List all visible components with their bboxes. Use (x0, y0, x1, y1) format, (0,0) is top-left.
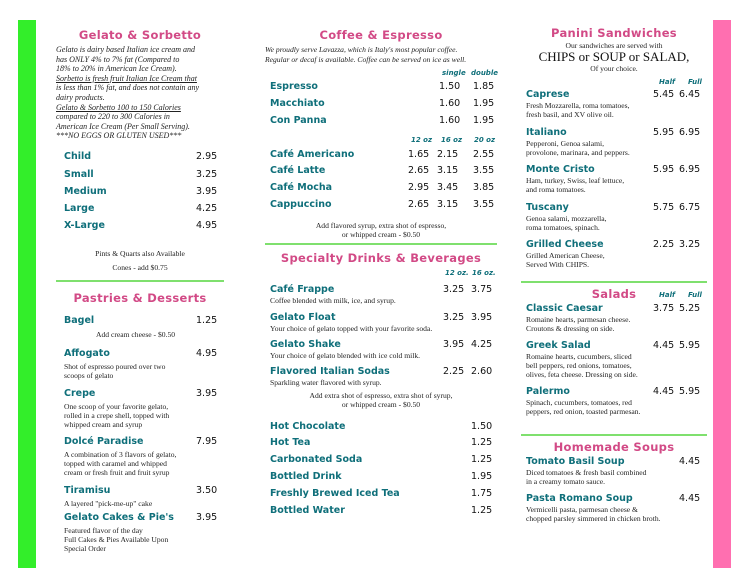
panini-name: Tuscany (526, 202, 569, 213)
pastry-name: Dolcé Paradise (64, 435, 144, 447)
beverage-name: Hot Chocolate (270, 421, 346, 433)
drink-desc: Your choice of gelato blended with ice cold milk. (270, 351, 421, 361)
desc-line: in a creamy tomato sauce. (526, 477, 606, 486)
salad-price-half: 4.45 (653, 386, 675, 397)
desc-line: Served With CHIPS. (526, 260, 590, 269)
pastry-name: Affogato (64, 347, 110, 359)
desc-line: Add cream cheese - $0.50 (96, 329, 176, 339)
panini-desc (526, 251, 656, 269)
panini-desc (526, 214, 656, 232)
gelato-note-cones: Cones - add $0.75 (112, 262, 168, 272)
desc-line: Romaine hearts, parmesan cheese. (526, 315, 631, 324)
size-name: X-Large (64, 219, 105, 231)
size-price: 2.95 (196, 150, 218, 162)
drink-price-16: 3.15 (437, 199, 459, 211)
left-green-stripe (18, 20, 36, 568)
drink-price-12: 3.25 (443, 284, 465, 296)
desc-line: A layered "pick-me-up" cake (64, 498, 153, 508)
panini-title: Panini Sandwiches (551, 26, 677, 40)
pastry-price: 3.50 (196, 484, 218, 496)
panini-price-full: 6.95 (679, 127, 701, 138)
drink-price-single: 1.50 (439, 81, 461, 93)
salad-price-full: 5.95 (679, 386, 701, 397)
desc-line: peppers, red onion, toasted parmesan. (526, 407, 641, 416)
gelato-intro-line: is less than 1% fat, and does not contain any (56, 83, 200, 93)
desc-line: Spinach, cucumbers, tomatoes, red (526, 398, 632, 407)
desc-line: rolled in a crepe shell, topped with (64, 410, 170, 420)
coffee-list (265, 136, 497, 214)
pastry-price: 4.95 (196, 347, 218, 359)
size-price: 4.25 (196, 202, 218, 214)
gelato-note-pints: Pints & Quarts also Available (95, 248, 185, 258)
salad-desc (526, 352, 666, 379)
panini-price-half: 5.75 (653, 202, 675, 213)
pastry-desc (64, 402, 204, 429)
gelato-title: Gelato & Sorbetto (78, 28, 202, 42)
drink-price-single: 1.60 (439, 98, 461, 110)
pastry-desc (64, 450, 204, 477)
drink-price-single: 1.60 (439, 115, 461, 127)
beverage-price: 1.25 (471, 454, 493, 466)
salads-title: Salads (591, 287, 637, 301)
size-16-header: 16 oz. (472, 269, 496, 278)
pastry-name: Crepe (64, 387, 96, 399)
panini-name: Grilled Cheese (526, 239, 604, 250)
size-name: Large (64, 202, 95, 214)
drink-name: Café Latte (270, 165, 326, 177)
drink-name: Macchiato (270, 98, 325, 110)
panini-desc (526, 139, 656, 157)
divider (265, 243, 497, 245)
drink-price-16: 3.95 (471, 312, 493, 324)
drink-name: Café Frappe (270, 284, 335, 296)
right-pink-stripe (713, 20, 731, 568)
desc-line: fresh basil, and XV olive oil. (526, 110, 614, 119)
panini-price-half: 5.95 (653, 127, 675, 138)
gelato-intro-line: dairy products. (56, 92, 105, 102)
drink-name: Gelato Shake (270, 339, 341, 351)
soup-name: Pasta Romano Soup (526, 493, 633, 504)
gelato-intro-line: ***NO EGGS OR GLUTEN USED*** (56, 131, 182, 141)
specialty-addon-note (265, 391, 497, 409)
pastries-list (56, 309, 224, 565)
desc-line: roma tomatoes, spinach. (526, 223, 600, 232)
panini-price-half: 5.45 (653, 89, 675, 100)
desc-line: One scoop of your favorite gelato, (64, 401, 169, 411)
salad-name: Classic Caesar (526, 303, 603, 314)
gelato-sizes (56, 151, 224, 237)
half-header: Half (659, 291, 676, 299)
pastry-desc (64, 362, 204, 380)
pastry-price: 3.95 (196, 387, 218, 399)
pastry-price: 1.25 (196, 314, 218, 326)
panini-intro-3: Of your choice. (590, 64, 638, 73)
gelato-intro-line: Sorbetto is fresh fruit Italian Ice Cream that (56, 73, 197, 83)
left-column (56, 22, 224, 565)
drink-desc: Your choice of gelato topped with your favorite soda. (270, 324, 433, 334)
panini-desc (526, 176, 656, 194)
drink-price-12: 1.65 (408, 149, 430, 161)
panini-name: Monte Cristo (526, 164, 595, 175)
drink-price-12: 2.65 (408, 165, 430, 177)
drink-price-double: 1.95 (473, 115, 495, 127)
panini-price-full: 6.95 (679, 164, 701, 175)
desc-line: Grilled American Cheese, (526, 251, 605, 260)
drink-price-12: 2.25 (443, 366, 465, 378)
drink-price-12: 2.65 (408, 199, 430, 211)
pastry-price: 7.95 (196, 435, 218, 447)
size-single-header: single (442, 69, 466, 78)
salad-price-half: 4.45 (653, 340, 675, 351)
desc-line: olives, feta cheese. Dressing on side. (526, 370, 638, 379)
size-price: 3.25 (196, 168, 218, 180)
coffee-intro-line: Regular or decaf is available. Coffee can be served on ice as well. (265, 54, 467, 64)
desc-line: A combination of 3 flavors of gelato, (64, 449, 177, 459)
divider (56, 280, 224, 282)
coffee-addon-note (265, 221, 497, 239)
beverage-name: Carbonated Soda (270, 454, 363, 466)
panini-price-half: 2.25 (653, 239, 675, 250)
beverage-name: Bottled Water (270, 505, 345, 517)
beverage-price: 1.95 (471, 471, 493, 483)
salad-name: Greek Salad (526, 340, 591, 351)
drink-name: Con Panna (270, 115, 327, 127)
divider (521, 281, 707, 283)
pastry-name: Tiramisu (64, 484, 111, 496)
drink-price-16: 3.15 (437, 165, 459, 177)
drink-desc: Sparkling water flavored with syrup. (270, 378, 382, 388)
drink-price-20: 2.55 (473, 149, 495, 161)
salad-price-half: 3.75 (653, 303, 675, 314)
half-header: Half (659, 78, 676, 86)
divider (521, 434, 707, 436)
espresso-list (265, 69, 497, 131)
salad-desc (526, 315, 666, 333)
note-line: Add extra shot of espresso, extra shot of syrup, (309, 391, 453, 401)
panini-name: Italiano (526, 127, 567, 138)
desc-line: Featured flavor of the day (64, 525, 143, 535)
panini-price-half: 5.95 (653, 164, 675, 175)
drink-price-16: 3.45 (437, 182, 459, 194)
gelato-intro-line: Gelato & Sorbetto 100 to 150 Calories (56, 102, 181, 112)
beverage-name: Freshly Brewed Iced Tea (270, 488, 400, 500)
soup-desc (526, 505, 706, 523)
beverage-price: 1.50 (471, 421, 493, 433)
beverage-name: Bottled Drink (270, 471, 342, 483)
coffee-intro (265, 45, 497, 64)
pastry-name: Gelato Cakes & Pie's (64, 511, 174, 523)
note-line: or whipped cream - $0.50 (341, 400, 421, 410)
salad-name: Palermo (526, 386, 570, 397)
desc-line: scoops of gelato (64, 370, 114, 380)
desc-line: Romaine hearts, cucumbers, sliced (526, 352, 632, 361)
drink-price-double: 1.95 (473, 98, 495, 110)
drink-price-12: 2.95 (408, 182, 430, 194)
desc-line: Genoa salami, mozzarella, (526, 214, 607, 223)
drink-price-16: 4.25 (471, 339, 493, 351)
drink-name: Espresso (270, 81, 318, 93)
desc-line: Croutons & dressing on side. (526, 324, 615, 333)
drink-price-16: 2.60 (471, 366, 493, 378)
beverage-list (265, 421, 497, 521)
pastry-desc (64, 526, 204, 553)
pastry-price: 3.95 (196, 511, 218, 523)
note-line: Add flavored syrup, extra shot of espresso, (315, 221, 447, 231)
size-name: Small (64, 168, 94, 180)
pastry-desc (64, 499, 204, 508)
drink-name: Gelato Float (270, 312, 336, 324)
desc-line: Full Cakes & Pies Available Upon (64, 534, 169, 544)
desc-line: Vermicelli pasta, parmesan cheese & (526, 505, 638, 514)
gelato-intro-line: compared to 220 to 300 Calories in (56, 112, 170, 122)
size-12-header: 12 oz (411, 136, 433, 145)
panini-list (521, 78, 707, 269)
drink-price-16: 2.15 (437, 149, 459, 161)
size-16-header: 16 oz (441, 136, 463, 145)
size-name: Medium (64, 185, 107, 197)
pastries-title: Pastries & Desserts (73, 290, 207, 305)
desc-line: Ham, turkey, Swiss, leaf lettuce, (526, 176, 625, 185)
desc-line: bell peppers, red onions, tomatoes, (526, 361, 632, 370)
full-header: Full (688, 78, 702, 86)
drink-name: Cappuccino (270, 199, 332, 211)
soup-name: Tomato Basil Soup (526, 456, 625, 467)
specialty-title: Specialty Drinks & Beverages (280, 251, 482, 266)
drink-price-double: 1.85 (473, 81, 495, 93)
size-12-header: 12 oz. (445, 269, 469, 278)
drink-price-20: 3.85 (473, 182, 495, 194)
desc-line: and roma tomatoes. (526, 185, 586, 194)
gelato-intro-line: American Ice Cream (Per Small Serving). (56, 121, 190, 131)
panini-price-full: 6.45 (679, 89, 701, 100)
soups-title: Homemade Soups (553, 440, 675, 454)
gelato-intro-line: Gelato is dairy based Italian ice cream and (56, 45, 196, 54)
gelato-intro-line: has ONLY 4% to 7% fat (Compared to (56, 54, 180, 64)
soups-list (521, 456, 707, 526)
salad-price-full: 5.25 (679, 303, 701, 314)
drink-price-20: 3.55 (473, 165, 495, 177)
coffee-intro-line: We proudly serve Lavazza, which is Italy's most popular coffee. (265, 45, 458, 54)
soup-price: 4.45 (679, 456, 701, 467)
note-line: or whipped cream - $0.50 (341, 230, 421, 240)
size-price: 4.95 (196, 219, 218, 231)
salad-desc (526, 398, 666, 416)
desc-line: Shot of espresso poured over two (64, 361, 166, 371)
drink-name: Café Mocha (270, 182, 333, 194)
desc-line: Fresh Mozzarella, roma tomatoes, (526, 101, 630, 110)
beverage-price: 1.25 (471, 437, 493, 449)
right-column (521, 22, 707, 526)
desc-line: Special Order (64, 543, 106, 553)
panini-intro-1: Our sandwiches are served with (565, 41, 663, 50)
size-price: 3.95 (196, 185, 218, 197)
drink-name: Café Americano (270, 149, 355, 161)
beverage-name: Hot Tea (270, 437, 311, 449)
salad-price-full: 5.95 (679, 340, 701, 351)
desc-line: Diced tomatoes & fresh basil combined (526, 468, 647, 477)
gelato-intro-line: 18% to 20% in American Ice Cream). (56, 64, 177, 74)
drink-price-12: 3.25 (443, 312, 465, 324)
desc-line: whipped cream and syrup (64, 419, 143, 429)
drink-name: Flavored Italian Sodas (270, 366, 390, 378)
soup-desc (526, 468, 696, 486)
desc-line: topped with caramel and whipped (64, 458, 167, 468)
panini-price-full: 3.25 (679, 239, 701, 250)
drink-price-20: 3.55 (473, 199, 495, 211)
specialty-list (265, 269, 497, 388)
pastry-name: Bagel (64, 314, 95, 326)
panini-intro-2: CHIPS or SOUP or SALAD, (538, 49, 690, 64)
gelato-intro (56, 45, 224, 141)
full-header: Full (688, 291, 702, 299)
panini-name: Caprese (526, 89, 570, 100)
soup-price: 4.45 (679, 493, 701, 504)
drink-desc: Coffee blended with milk, ice, and syrup. (270, 296, 396, 306)
panini-price-full: 6.75 (679, 202, 701, 213)
desc-line: provolone, marinara, and peppers. (526, 148, 630, 157)
drink-price-16: 3.75 (471, 284, 493, 296)
drink-price-12: 3.95 (443, 339, 465, 351)
size-double-header: double (471, 69, 498, 78)
pastry-desc (96, 330, 226, 339)
size-name: Child (64, 150, 92, 162)
beverage-price: 1.25 (471, 505, 493, 517)
middle-column (265, 22, 497, 521)
beverage-price: 1.75 (471, 488, 493, 500)
coffee-title: Coffee & Espresso (319, 28, 443, 42)
desc-line: cream or fresh fruit and fruit syrup (64, 467, 170, 477)
size-20-header: 20 oz (474, 136, 496, 145)
panini-desc (526, 101, 656, 119)
desc-line: Pepperoni, Genoa salami, (526, 139, 605, 148)
desc-line: chopped parsley simmered in chicken broth. (526, 514, 661, 523)
